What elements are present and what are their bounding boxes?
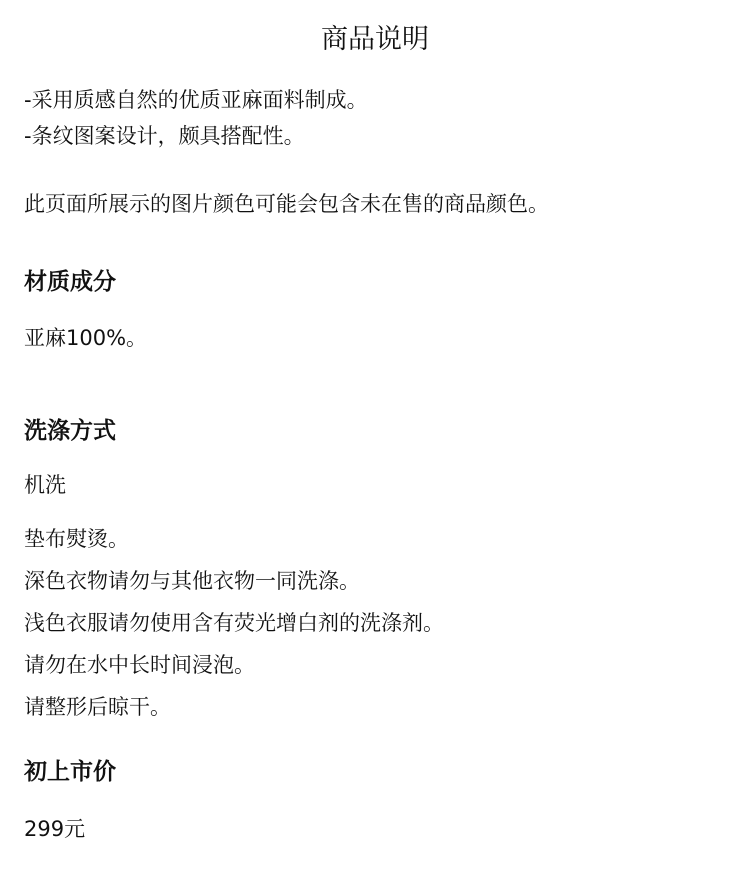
launch-price-heading: 初上市价 [24,759,116,785]
washing-method: 机洗 [24,473,66,497]
page-title: 商品说明 [321,24,429,55]
care-instructions-list [24,518,444,728]
care-instruction-dark-colors: 深色衣物请勿与其他衣物一同洗涤。 [24,569,360,593]
care-instruction-dry: 请整形后晾干。 [24,695,171,719]
care-instruction-soak: 请勿在水中长时间浸泡。 [24,653,255,677]
color-disclaimer: 此页面所展示的图片颜色可能会包含未在售的商品颜色。 [24,192,549,216]
material-value: 亚麻100%。 [24,326,148,350]
care-instruction-light-colors: 浅色衣服请勿使用含有荧光增白剂的洗涤剂。 [24,611,444,635]
description-bullet-fabric: -采用质感自然的优质亚麻面料制成。 [24,88,368,112]
care-instruction-iron: 垫布熨烫。 [24,527,129,551]
description-bullet-pattern: -条纹图案设计，颇具搭配性。 [24,124,305,148]
washing-heading: 洗涤方式 [24,418,116,444]
material-heading: 材质成分 [24,269,116,295]
description-bullets [24,82,368,154]
launch-price-value: 299元 [24,817,86,841]
